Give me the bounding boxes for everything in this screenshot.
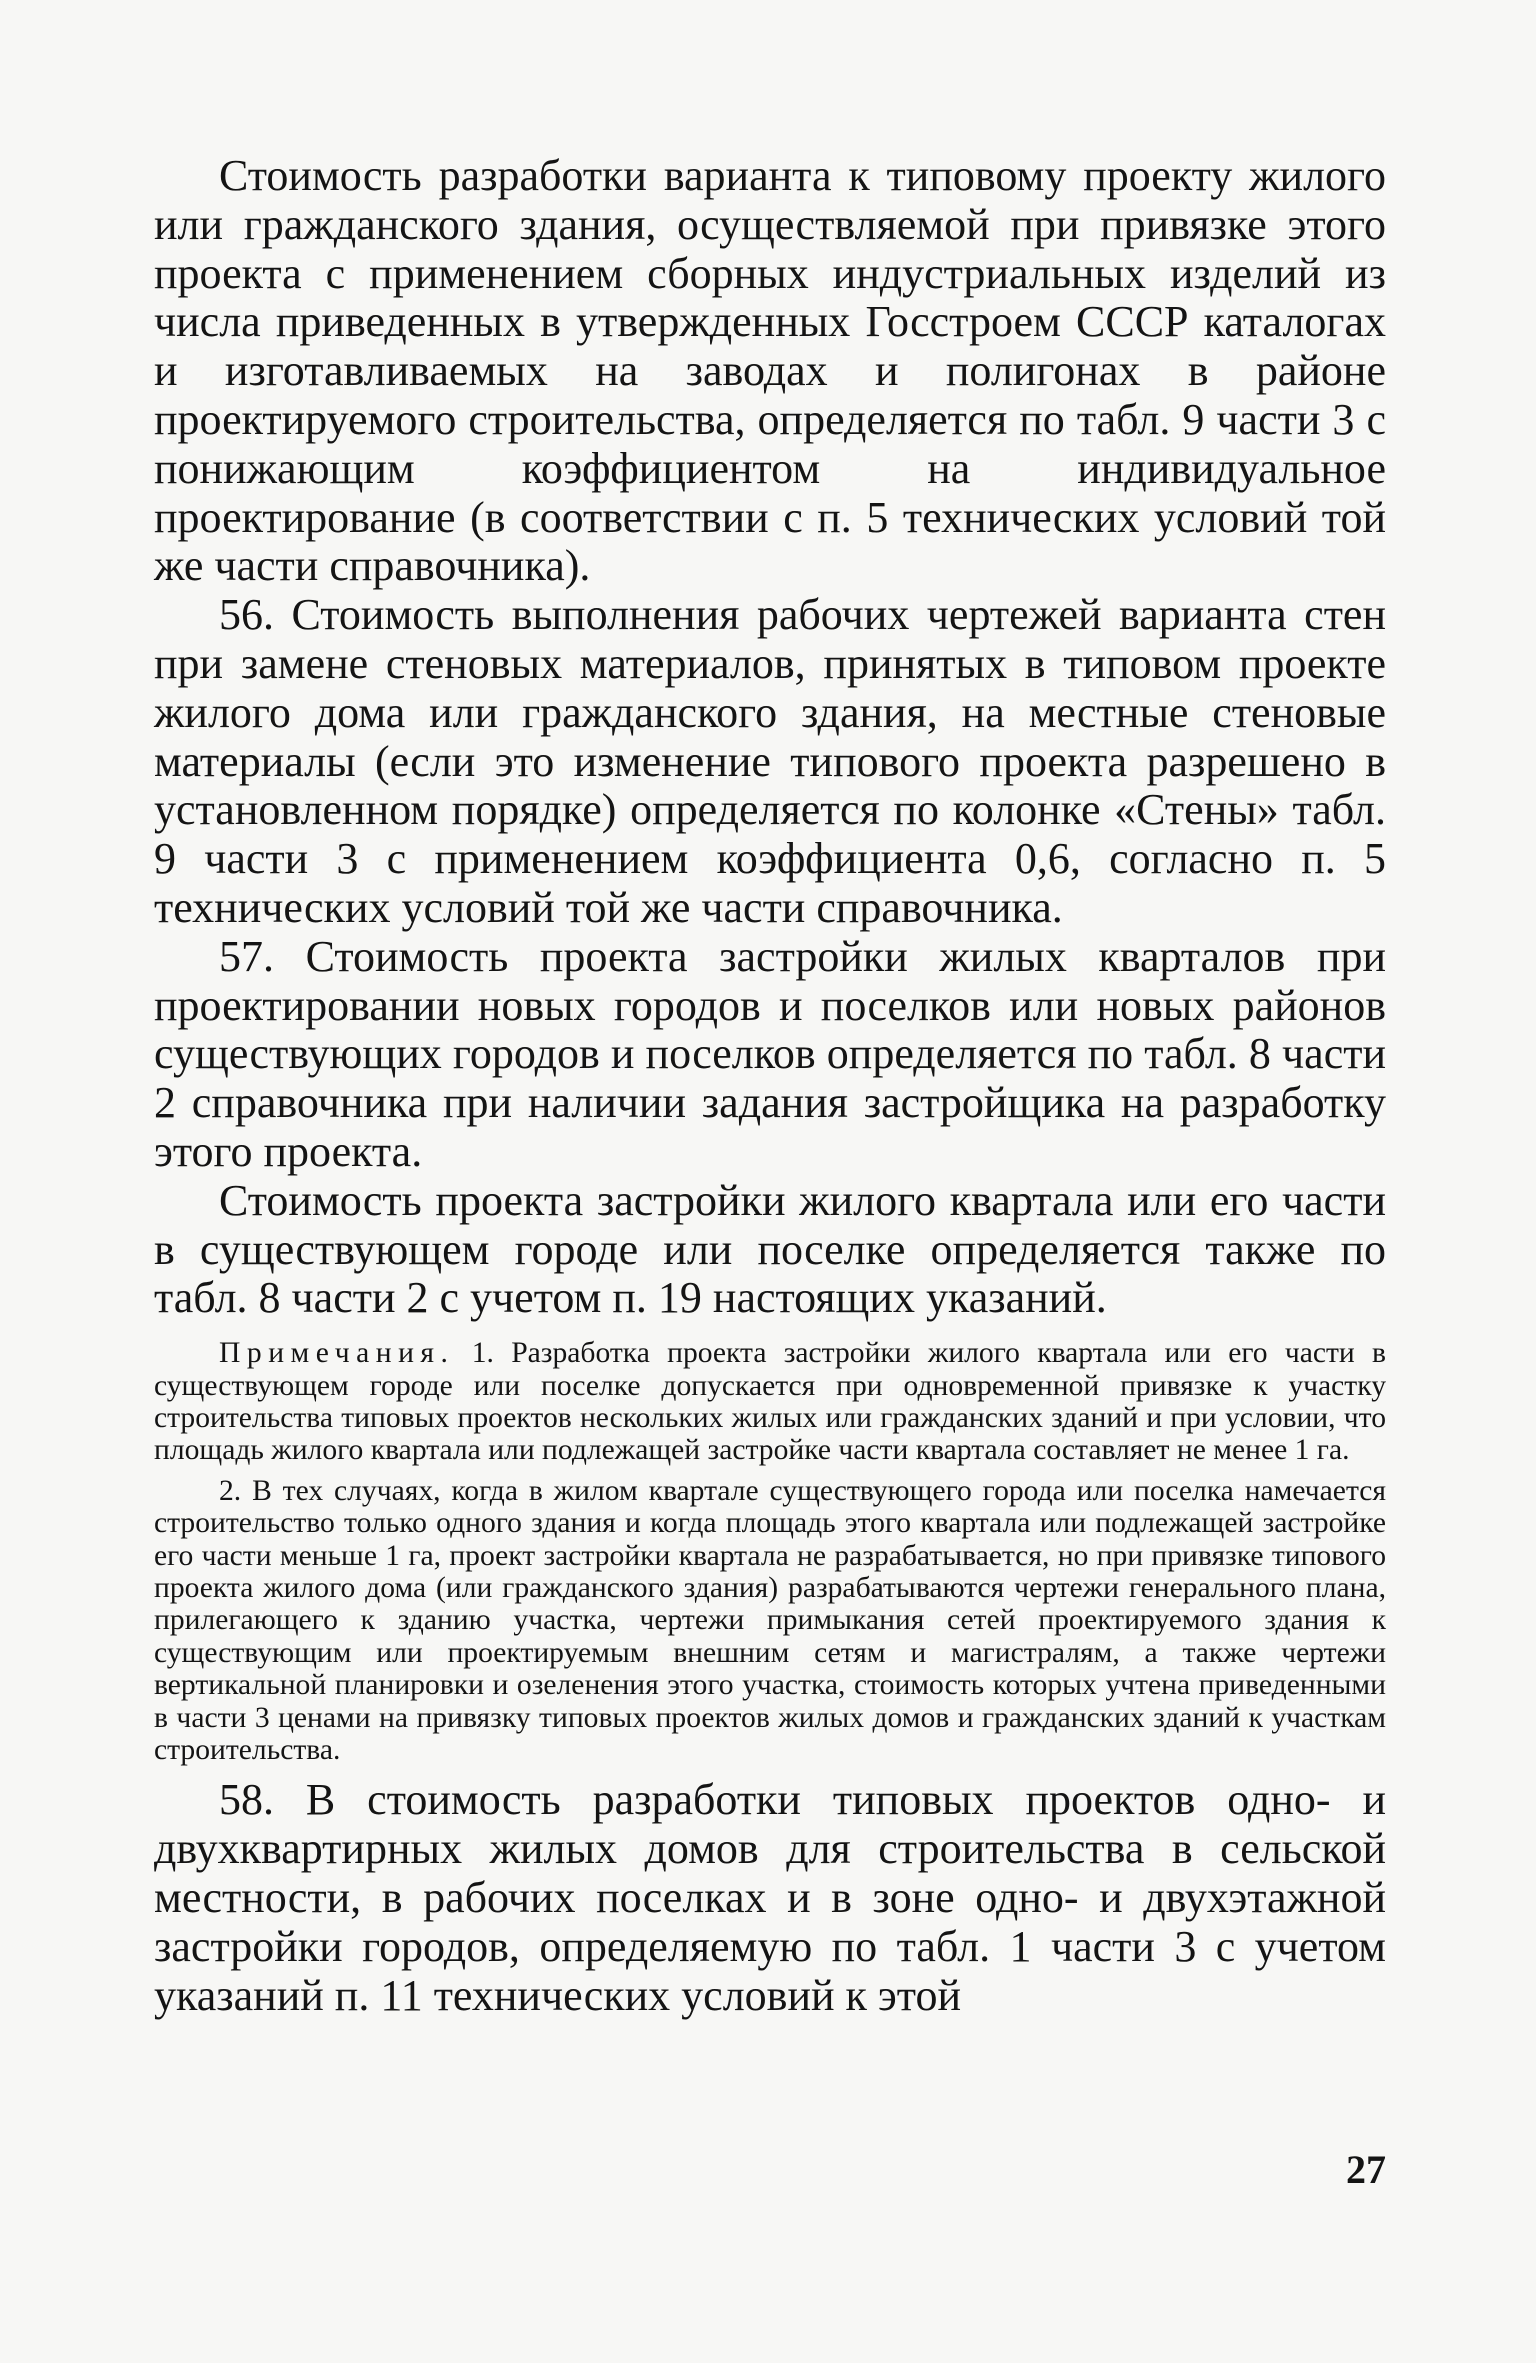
page-number: 27 <box>1346 2147 1386 2192</box>
paragraph-58: 58. В стоимость разработки типовых проектов одно- и двухквартирных жилых домов для строительства в сельской местности, в рабочих поселках и в зоне одно- и двухэтажной застройки городов, определяемую по табл. 1 части 3 с учетом указаний п. 11 технических условий к этой <box>154 1775 1386 2020</box>
paragraph-57: 57. Стоимость проекта застройки жилых кварталов при проектировании новых городов и поселков или новых районов существующих городов и поселков определяется по табл. 8 части 2 справочника при наличии задания застройщика на разработку этого проекта. <box>154 931 1386 1176</box>
text-column <box>154 152 1386 2020</box>
note-1 <box>154 1337 1386 1467</box>
note-2: 2. В тех случаях, когда в жилом квартале существующего города или поселка намечается строительство только одного здания и когда площадь этого квартала или подлежащей застройке его части меньше 1 га, проект застройки квартала не разрабатывается, но при привязке типового проекта жилого дома (или гражданского здания) разрабатываются чертежи генерального плана, прилегающего к зданию участка, чертежи примыкания сетей проектируемого здания к существующим или проектируемым внешним сетям и магистралям, а также чертежи вертикальной планировки и озеленения этого участка, стоимость которых учтена приведенными в части 3 ценами на привязку типовых проектов жилых домов и гражданских зданий к участкам строительства. <box>154 1474 1386 1766</box>
note-1-text: 1. Разработка проекта застройки жилого квартала или его части в существующем городе или поселке допускается при одновременной привязке к участку строительства типовых проектов нескольких жилых или гражданских зданий и при условии, что площадь жилого квартала или подлежащей застройке части квартала составляет не менее 1 га. <box>154 1337 1386 1467</box>
paragraph-57-cont: Стоимость проекта застройки жилого квартала или его части в существующем городе или поселке определяется также по табл. 8 части 2 с учетом п. 19 настоящих указаний. <box>154 1175 1386 1323</box>
main-text <box>154 152 1386 1323</box>
paragraph-intro: Стоимость разработки варианта к типовому проекту жилого или гражданского здания, осуществляемой при привязке этого проекта с применением сборных индустриальных изделий из числа приведенных в утвержденных Госстроем СССР каталогах и изготавливаемых на заводах и полигонах в районе проектируемого строительства, определяется по табл. 9 части 3 с понижающим коэффициентом на индивидуальное проектирование (в соответствии с п. 5 технических условий той же части справочника). <box>154 151 1386 591</box>
main-text-bottom <box>154 1776 1386 2020</box>
notes-label: Примечания. <box>219 1337 455 1370</box>
paragraph-56: 56. Стоимость выполнения рабочих чертежей варианта стен при замене стеновых материалов, принятых в типовом проекте жилого дома или гражданского здания, на местные стеновые материалы (если это изменение типового проекта разрешено в установленном порядке) определяется по колонке «Стены» табл. 9 части 3 с применением коэффициента 0,6, согласно п. 5 технических условий той же части справочника. <box>154 590 1386 932</box>
notes-block <box>154 1337 1386 1766</box>
